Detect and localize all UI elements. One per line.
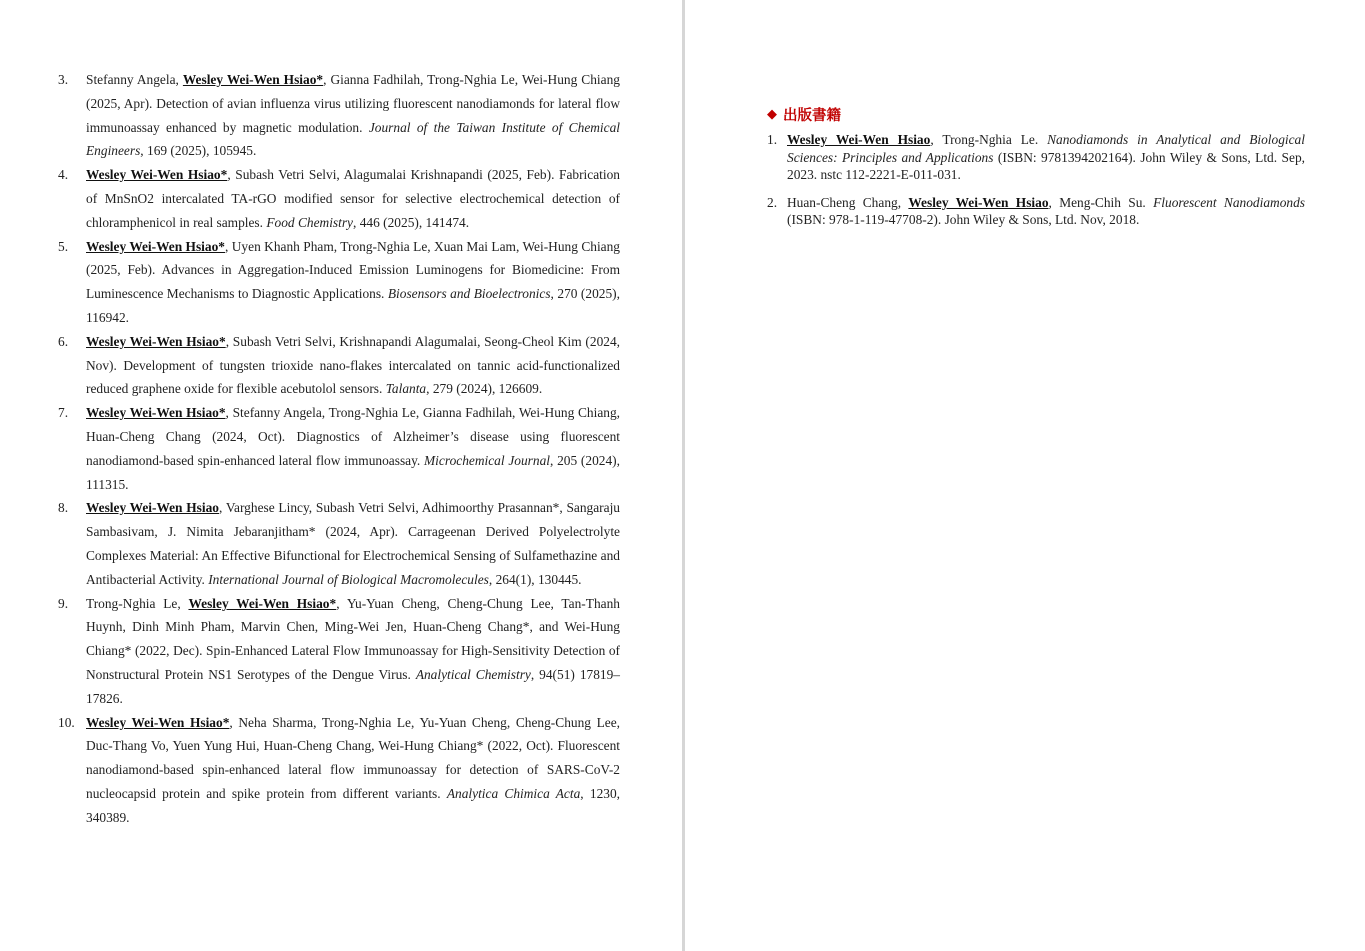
highlighted-author: Wesley Wei-Wen Hsiao*	[86, 167, 228, 183]
highlighted-author: Wesley Wei-Wen Hsiao*	[86, 333, 226, 349]
publication-item	[58, 401, 620, 496]
books-section-title	[767, 104, 841, 125]
citation-body: , Gianna Fadhilah, Trong-Nghia Le, Wei-Hung Chiang (2025, Apr). Detection of avian influenza virus utilizing fluorescent nanodiamonds for lateral flow immunoassay enhanced by magnetic modulation.	[86, 72, 620, 135]
journal-name: Journal of the Taiwan Institute of Chemical Engineers	[86, 119, 621, 159]
citation-body: , Neha Sharma, Trong-Nghia Le, Yu-Yuan Cheng, Cheng-Chung Lee, Duc-Thang Vo, Yuen Yung Hui, Huan-Cheng Chang, Wei-Hung Chiang* (2022, Oct). Fluorescent nanodiamond-based spin-enhanced lateral flow immunoassay for detection of SARS-CoV-2 nucleocapsid protein and spike protein from different variants.	[86, 714, 620, 801]
citation-body: , Varghese Lincy, Subash Vetri Selvi, Adhimoorthy Prasannan*, Sangaraju Sambasivam, J. Nimita Jebaranjitham* (2024, Apr). Carrageenan Derived Polyelectrolyte Complexes Material: An Effective Bifunctional for Electrochemical Sensing of Sulfamethazine and Antibacterial Activity.	[86, 500, 620, 587]
co-authors-after: , Meng-Chih Su.	[1048, 194, 1154, 210]
citation-tail: , 446 (2025), 141474.	[353, 214, 470, 230]
book-item	[767, 194, 1305, 229]
citation-body: , Subash Vetri Selvi, Alagumalai Krishnapandi (2025, Feb). Fabrication of MnSnO2 intercalated TA-rGO modified sensor for selective electrochemical detection of chloramphenicol in real samples.	[86, 167, 620, 230]
publication-item	[58, 496, 620, 591]
publication-list	[58, 68, 620, 830]
citation-tail: , 264(1), 130445.	[488, 571, 582, 587]
co-authors-after: , Trong-Nghia Le.	[930, 132, 1048, 147]
citation-tail: , 279 (2024), 126609.	[426, 381, 543, 397]
citation-body: , Uyen Khanh Pham, Trong-Nghia Le, Xuan Mai Lam, Wei-Hung Chiang (2025, Feb). Advances in Aggregation-Induced Emission Luminogens for Biomedicine: From Luminescence Mechanisms to Diagnostic Applications.	[86, 238, 620, 302]
publication-item	[58, 592, 620, 711]
item-number: 10.	[58, 714, 75, 730]
co-authors: Stefanny Angela,	[86, 72, 183, 87]
highlighted-author: Wesley Wei-Wen Hsiao*	[182, 72, 324, 87]
highlighted-author: Wesley Wei-Wen Hsiao*	[86, 405, 226, 421]
item-number: 1.	[767, 132, 778, 147]
co-authors: Trong-Nghia Le,	[86, 595, 189, 611]
publication-item	[58, 711, 620, 830]
journal-name: International Journal of Biological Macromolecules	[208, 571, 489, 587]
highlighted-author: Wesley Wei-Wen Hsiao*	[86, 238, 225, 254]
citation-tail: (ISBN: 978-1-119-47708-2). John Wiley & Sons, Ltd. Nov, 2018.	[787, 212, 1140, 228]
book-item	[767, 131, 1305, 184]
highlighted-author: Wesley Wei-Wen Hsiao	[787, 132, 931, 147]
book-title: Fluorescent Nanodiamonds	[1153, 194, 1305, 210]
citation-body: , Stefanny Angela, Trong-Nghia Le, Gianna Fadhilah, Wei-Hung Chiang, Huan-Cheng Chang (2024, Oct). Diagnostics of Alzheimer’s disease using fluorescent nanodiamond-based spin-enhanced lateral flow immunoassay.	[86, 405, 621, 468]
citation-tail: (ISBN: 9781394202164). John Wiley & Sons, Ltd. Sep, 2023. nstc 112-2221-E-011-031.	[787, 149, 1305, 183]
highlighted-author: Wesley Wei-Wen Hsiao	[86, 500, 219, 516]
journal-name: Talanta	[385, 381, 427, 397]
highlighted-author: Wesley Wei-Wen Hsiao	[908, 194, 1049, 210]
section-heading: 出版書籍	[783, 108, 841, 124]
journal-name: Biosensors and Bioelectronics	[387, 286, 551, 302]
citation-tail: , 270 (2025), 116942.	[86, 286, 620, 325]
citation-tail: , 94(51) 17819–17826.	[86, 666, 620, 706]
journal-name: Microchemical Journal	[424, 452, 550, 468]
item-number: 9.	[58, 595, 69, 611]
citation-tail: , 205 (2024), 111315.	[86, 452, 620, 492]
item-number: 5.	[58, 238, 69, 254]
citation-tail: , 1230, 340389.	[86, 785, 621, 825]
item-number: 3.	[58, 72, 69, 87]
book-title: Nanodiamonds in Analytical and Biological Sciences: Principles and Applications	[787, 132, 1305, 165]
journal-name: Analytical Chemistry	[415, 666, 531, 682]
publication-item	[58, 68, 620, 163]
item-number: 2.	[767, 194, 778, 210]
highlighted-author: Wesley Wei-Wen Hsiao*	[188, 595, 337, 611]
item-number: 4.	[58, 167, 69, 183]
citation-tail: , 169 (2025), 105945.	[140, 143, 257, 159]
book-list	[767, 131, 1305, 239]
publication-item	[58, 163, 620, 234]
document-page-left	[0, 0, 682, 951]
co-authors: Huan-Cheng Chang,	[787, 194, 909, 210]
publication-item	[58, 235, 620, 330]
journal-name: Food Chemistry	[266, 214, 354, 230]
journal-name: Analytica Chimica Acta	[446, 785, 581, 801]
citation-body: , Subash Vetri Selvi, Krishnapandi Alagumalai, Seong-Cheol Kim (2024, Nov). Development of tungsten trioxide nano-flakes intercalated on tannic acid-functionalized reduced graphene oxide for flexible acebutolol sensors.	[86, 333, 621, 397]
diamond-icon: ◆	[767, 107, 777, 122]
item-number: 8.	[58, 500, 69, 516]
publication-item	[58, 330, 620, 401]
item-number: 7.	[58, 405, 69, 421]
citation-body: , Yu-Yuan Cheng, Cheng-Chung Lee, Tan-Thanh Huynh, Dinh Minh Pham, Marvin Chen, Ming-Wei Jen, Huan-Cheng Chang*, and Wei-Hung Chiang* (2022, Dec). Spin-Enhanced Lateral Flow Immunoassay for High-Sensitivity Detection of Nonstructural Protein NS1 Serotypes of the Dengue Virus.	[86, 595, 620, 682]
highlighted-author: Wesley Wei-Wen Hsiao*	[86, 714, 230, 730]
item-number: 6.	[58, 333, 69, 349]
